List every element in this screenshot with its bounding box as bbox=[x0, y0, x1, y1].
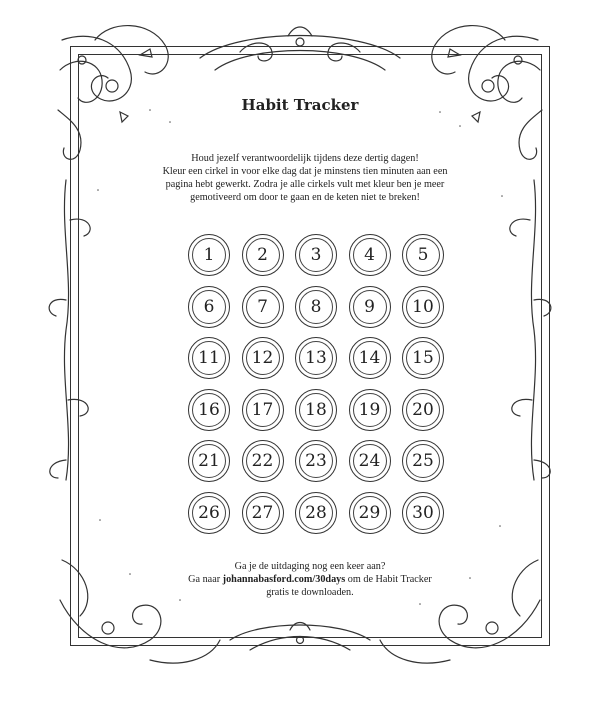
day-circle[interactable] bbox=[242, 440, 284, 482]
outro-line-2 bbox=[150, 573, 470, 586]
intro-line: gemotiveerd om door te gaan en de keten niet te breken! bbox=[190, 192, 420, 203]
day-circle[interactable] bbox=[188, 337, 230, 379]
day-number: 15 bbox=[412, 348, 434, 368]
day-circle[interactable] bbox=[349, 389, 391, 431]
day-circle[interactable] bbox=[402, 286, 444, 328]
day-circle[interactable] bbox=[295, 492, 337, 534]
day-circle[interactable] bbox=[295, 234, 337, 276]
bottom-ornament bbox=[230, 623, 370, 651]
outro-line-3: gratis te downloaden. bbox=[266, 587, 354, 598]
day-circle[interactable] bbox=[402, 492, 444, 534]
day-grid bbox=[188, 234, 454, 543]
day-number: 18 bbox=[305, 399, 327, 420]
vine-right bbox=[510, 180, 551, 480]
day-number: 9 bbox=[364, 296, 375, 317]
day-circle[interactable] bbox=[295, 337, 337, 379]
day-number: 5 bbox=[417, 245, 429, 265]
outro-suffix: om de Habit Tracker bbox=[345, 574, 432, 585]
day-circle[interactable] bbox=[402, 234, 444, 276]
day-circle[interactable] bbox=[188, 286, 230, 328]
page-title: Habit Tracker bbox=[241, 96, 359, 114]
day-number: 13 bbox=[305, 348, 327, 368]
day-number: 10 bbox=[412, 296, 434, 317]
day-number: 23 bbox=[305, 451, 327, 471]
day-circle[interactable] bbox=[242, 337, 284, 379]
day-circle[interactable] bbox=[295, 286, 337, 328]
day-number: 22 bbox=[251, 451, 274, 471]
day-number: 16 bbox=[198, 399, 220, 420]
day-circle[interactable] bbox=[242, 234, 284, 276]
day-number: 8 bbox=[310, 296, 322, 317]
intro-line: Kleur een cirkel in voor elke dag dat je minstens tien minuten aan een bbox=[162, 166, 448, 177]
day-number: 25 bbox=[412, 451, 434, 471]
top-arch-ornament bbox=[200, 27, 400, 70]
day-circle[interactable] bbox=[242, 286, 284, 328]
website-link[interactable]: johannabasford.com/30days bbox=[222, 574, 346, 585]
day-circle[interactable] bbox=[349, 337, 391, 379]
day-circle[interactable] bbox=[295, 389, 337, 431]
day-number: 3 bbox=[310, 245, 322, 265]
day-number: 12 bbox=[251, 348, 274, 368]
day-circle[interactable] bbox=[295, 440, 337, 482]
day-circle[interactable] bbox=[188, 389, 230, 431]
day-number: 29 bbox=[358, 502, 381, 523]
intro-line: Houd jezelf verantwoordelijk tijdens deze dertig dagen! bbox=[191, 153, 419, 164]
day-number: 14 bbox=[358, 348, 381, 368]
day-number: 28 bbox=[305, 502, 327, 523]
corner-swirl-top-left bbox=[58, 26, 168, 160]
intro-line: pagina hebt gewerkt. Zodra je alle cirkels vult met kleur ben je meer bbox=[165, 179, 445, 190]
day-number: 24 bbox=[358, 451, 381, 471]
day-circle[interactable] bbox=[349, 234, 391, 276]
day-number: 27 bbox=[251, 502, 274, 523]
day-number: 26 bbox=[198, 502, 220, 523]
outro-prefix: Ga naar bbox=[188, 574, 223, 585]
day-circle[interactable] bbox=[402, 440, 444, 482]
day-number: 6 bbox=[203, 296, 215, 317]
day-circle[interactable] bbox=[242, 389, 284, 431]
day-circle[interactable] bbox=[349, 286, 391, 328]
day-circle[interactable] bbox=[402, 337, 444, 379]
day-number: 19 bbox=[358, 399, 381, 420]
day-circle[interactable] bbox=[188, 440, 230, 482]
day-number: 4 bbox=[364, 245, 375, 265]
day-circle[interactable] bbox=[242, 492, 284, 534]
vine-left bbox=[49, 180, 90, 480]
day-number: 30 bbox=[412, 502, 434, 523]
day-circle[interactable] bbox=[188, 234, 230, 276]
day-number: 2 bbox=[257, 245, 268, 265]
outro-text bbox=[150, 560, 470, 599]
corner-swirl-top-right bbox=[432, 26, 542, 160]
day-number: 21 bbox=[198, 451, 220, 471]
day-circle[interactable] bbox=[402, 389, 444, 431]
day-number: 17 bbox=[251, 399, 274, 420]
day-circle[interactable] bbox=[349, 440, 391, 482]
day-number: 20 bbox=[412, 399, 434, 420]
day-number: 1 bbox=[203, 245, 215, 265]
day-number: 7 bbox=[257, 296, 268, 317]
day-number: 11 bbox=[198, 348, 220, 368]
outro-line-1: Ga je de uitdaging nog een keer aan? bbox=[234, 561, 386, 572]
day-circle[interactable] bbox=[188, 492, 230, 534]
day-circle[interactable] bbox=[349, 492, 391, 534]
intro-text bbox=[140, 152, 470, 204]
